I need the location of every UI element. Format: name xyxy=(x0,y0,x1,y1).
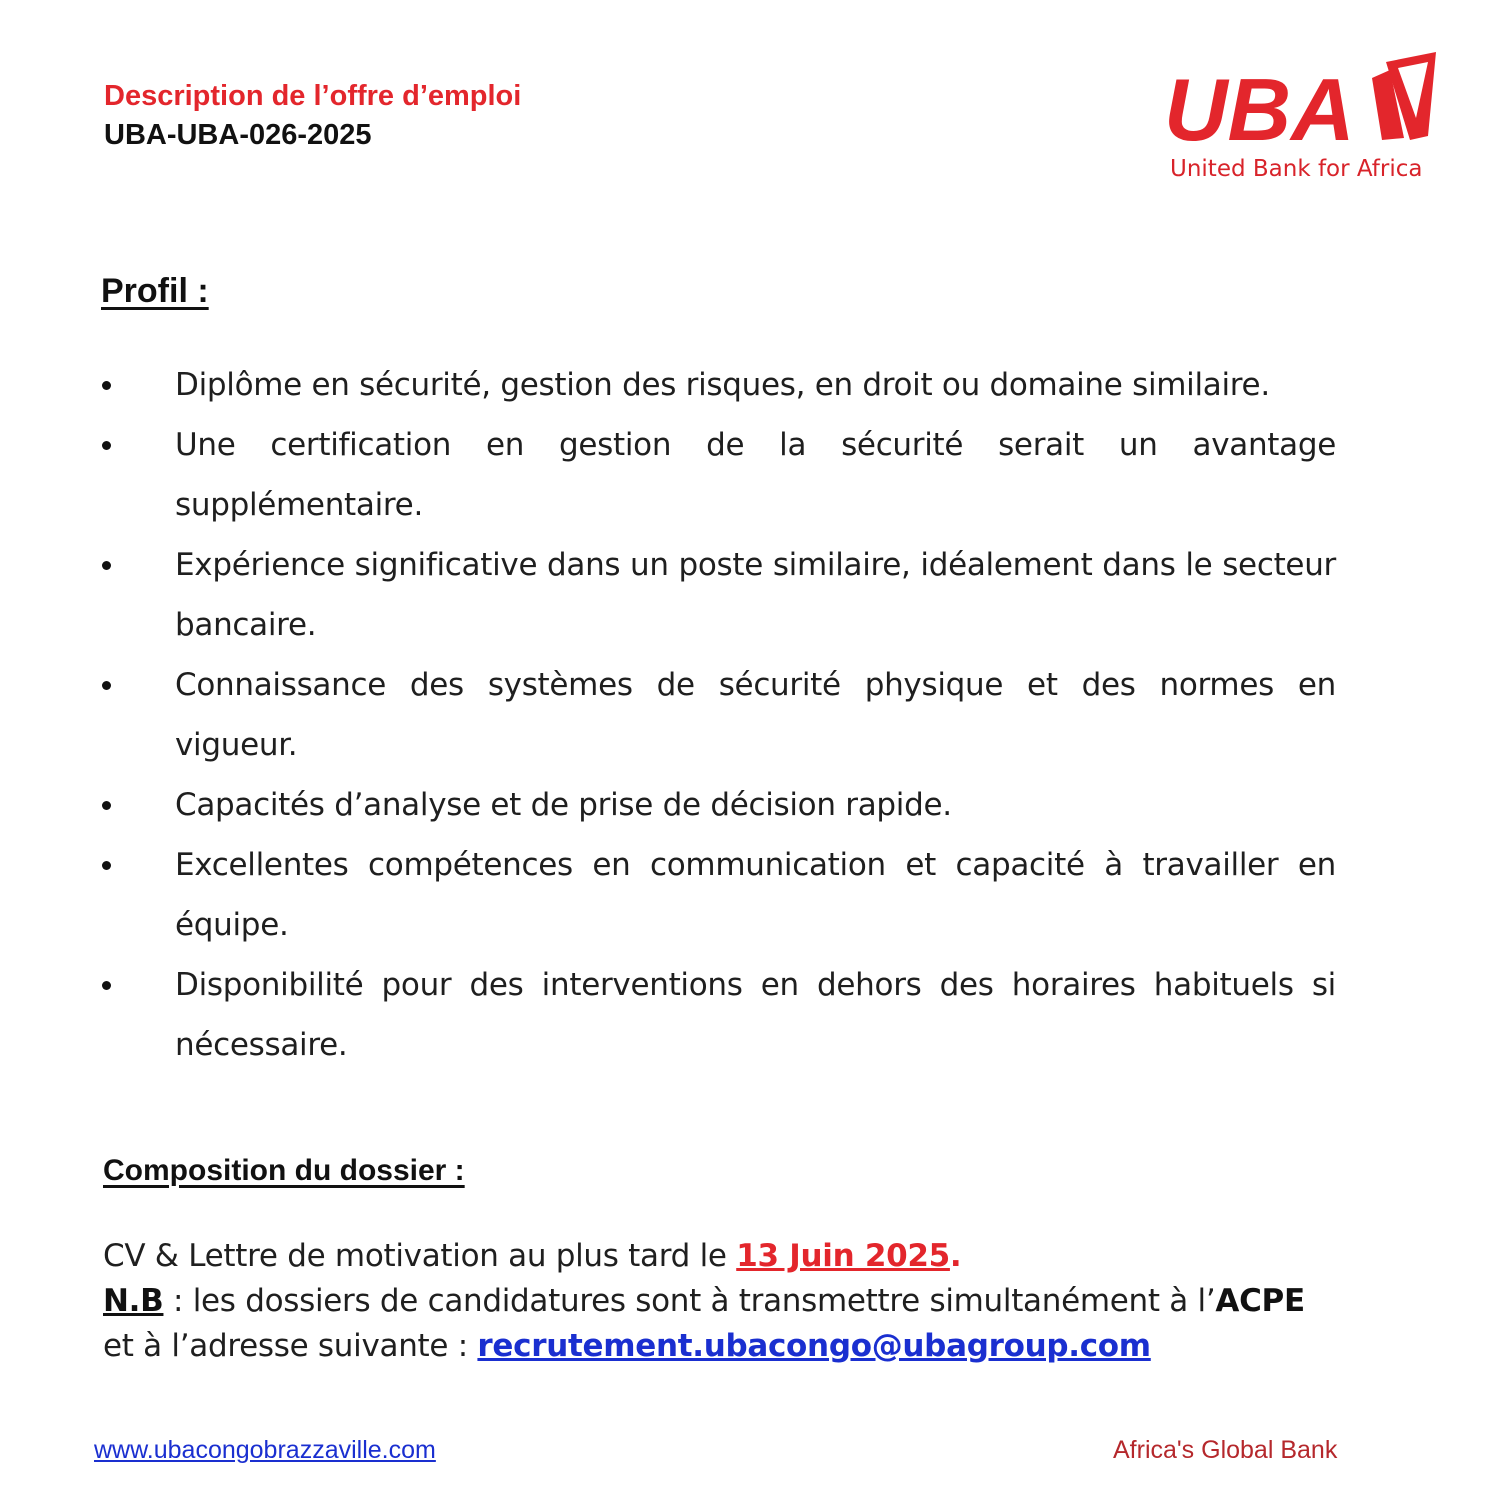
offer-reference: UBA-UBA-026-2025 xyxy=(104,119,372,151)
logo-subtitle: United Bank for Africa xyxy=(1170,156,1423,182)
bullet-icon xyxy=(102,801,111,810)
list-item: Diplôme en sécurité, gestion des risques, en droit ou domaine similaire. xyxy=(96,355,1336,415)
bullet-icon xyxy=(102,981,111,990)
profil-list xyxy=(96,355,1336,1075)
dossier-heading: Composition du dossier : xyxy=(103,1154,465,1187)
email-line: et à l’adresse suivante : recrutement.ubacongo@ubagroup.com xyxy=(103,1328,1151,1364)
deadline-line: CV & Lettre de motivation au plus tard le 13 Juin 2025. xyxy=(103,1238,962,1274)
dossier-paragraph xyxy=(103,1234,1363,1369)
website-link[interactable]: www.ubacongobrazzaville.com xyxy=(94,1436,436,1464)
list-item: Disponibilité pour des interventions en dehors des horaires habituels si nécessaire. xyxy=(96,955,1336,1075)
acpe-label: ACPE xyxy=(1215,1283,1305,1319)
bullet-icon xyxy=(102,681,111,690)
offer-title: Description de l’offre d’emploi xyxy=(104,80,522,112)
bullet-icon xyxy=(102,861,111,870)
list-item: Excellentes compétences en communication et capacité à travailler en équipe. xyxy=(96,835,1336,955)
list-item: Connaissance des systèmes de sécurité physique et des normes en vigueur. xyxy=(96,655,1336,775)
bullet-icon xyxy=(102,441,111,450)
nb-line: N.B : les dossiers de candidatures sont à transmettre simultanément à l’ACPE xyxy=(103,1283,1305,1319)
email-link[interactable]: recrutement.ubacongo@ubagroup.com xyxy=(477,1328,1151,1364)
deadline-date: 13 Juin 2025 xyxy=(736,1238,950,1274)
logo-mark-text: UBA xyxy=(1164,60,1355,158)
bullet-icon xyxy=(102,561,111,570)
list-item: Capacités d’analyse et de prise de décision rapide. xyxy=(96,775,1336,835)
nb-label: N.B xyxy=(103,1283,164,1319)
profil-heading: Profil : xyxy=(101,272,209,310)
footer-slogan: Africa's Global Bank xyxy=(1113,1436,1338,1464)
list-item: Expérience significative dans un poste similaire, idéalement dans le secteur bancaire. xyxy=(96,535,1336,655)
bullet-icon xyxy=(102,381,111,390)
list-item: Une certification en gestion de la sécurité serait un avantage supplémentaire. xyxy=(96,415,1336,535)
